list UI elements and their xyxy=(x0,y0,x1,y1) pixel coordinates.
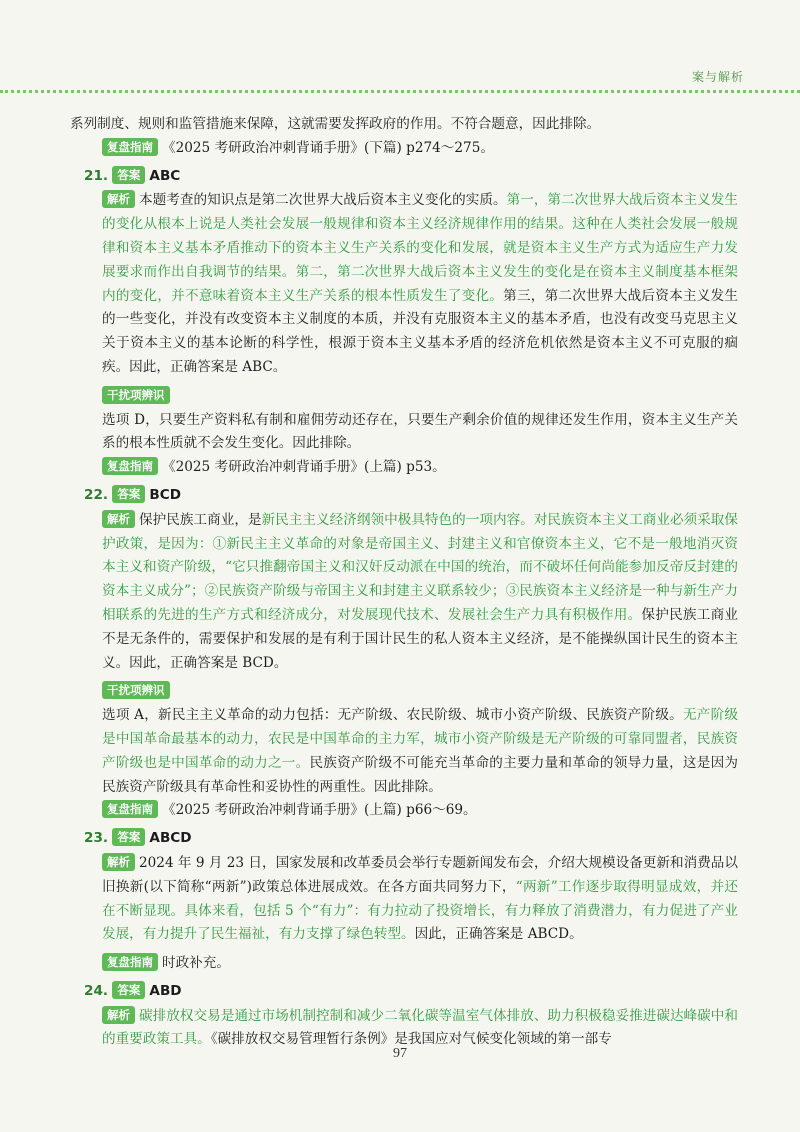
question-22-distractor-header xyxy=(70,680,738,704)
analysis-highlight: 第一，第二次世界大战后资本主义发生的变化从根本上说是人类社会发展一般规律和资本主义经济规律作用的结果。这种在人类社会发展一般规律和资本主义基本矛盾推动下的资本主义生产关系的变化和发展，就是资本主义生产方式为适应生产力发展要求而作出自我调节的结果。第二，第二次世界大战后资本主义发生的变化是在资本主义制度基本框架内的变化，并不意味着资本主义生产关系的根本性质发生了变化。 xyxy=(102,192,739,304)
distractor-tag: 干扰项辨识 xyxy=(102,681,170,699)
analysis-tag: 解析 xyxy=(102,1006,135,1024)
question-number: 24. xyxy=(84,982,109,999)
question-24-header xyxy=(70,980,738,1004)
analysis-text: 2024 年 9 月 23 日，国家发展和改革委员会举行专题新闻发布会，介绍大规模设备更新和消费品以旧换新(以下简称“两新”)政策总体进展成效。在各方面共同努力下， xyxy=(102,854,738,895)
analysis-tag: 解析 xyxy=(102,853,135,871)
review-guide-23 xyxy=(70,952,738,976)
intro-paragraph: 系列制度、规则和监管措施来保障，这就需要发挥政府的作用。不符合题意，因此排除。 xyxy=(70,116,601,132)
question-21-analysis xyxy=(70,189,738,379)
review-guide-text: 《2025 考研政治冲刺背诵手册》(下篇) p274～275。 xyxy=(162,139,494,156)
answer-value: ABD xyxy=(149,982,182,999)
question-22-header xyxy=(70,484,738,508)
question-21-header xyxy=(70,165,738,189)
analysis-text: 《碳排放权交易管理暂行条例》是我国应对气候变化领域的第一部专 xyxy=(210,1031,612,1048)
question-23-header xyxy=(70,827,738,851)
distractor-tag: 干扰项辨识 xyxy=(102,386,170,404)
analysis-tag: 解析 xyxy=(102,510,135,528)
answer-tag: 答案 xyxy=(112,828,145,846)
question-number: 23. xyxy=(84,830,109,847)
question-number: 21. xyxy=(84,167,109,184)
review-guide-22 xyxy=(70,799,738,823)
review-guide-21 xyxy=(70,456,738,480)
answer-value: ABC xyxy=(149,167,181,184)
review-guide-text: 时政补充。 xyxy=(162,955,230,972)
distractor-text: 民族资产阶级不可能充当革命的主要力量和革命的领导力量，这是因为民族资产阶级具有革命性和妥协性的两重性。因此排除。 xyxy=(102,754,738,795)
analysis-tag: 解析 xyxy=(102,190,135,208)
analysis-text: 本题考查的知识点是第二次世界大战后资本主义变化的实质。 xyxy=(139,192,507,209)
analysis-text: 因此，正确答案是 ABCD。 xyxy=(414,926,583,943)
question-21-distractor: 选项 D，只要生产资料私有制和雇佣劳动还存在，只要生产剩余价值的规律还发生作用，资本主义生产关系的根本性质就不会发生变化。因此排除。 xyxy=(102,411,738,452)
analysis-highlight: “两新”工作逐步取得明显成效，并还在不断显现。具体来看，包括 5 个“有力”：有力拉动了投资增长，有力释放了消费潜力，有力促进了产业发展，有力提升了民生福祉，有力支撑了绿色转型。 xyxy=(102,878,738,943)
question-21-distractor-header xyxy=(70,385,738,409)
distractor-highlight: 无产阶级是中国革命最基本的动力，农民是中国革命的主力军，城市小资产阶级是无产阶级的可靠同盟者，民族资产阶级也是中国革命的动力之一。 xyxy=(102,707,739,771)
review-guide-tag: 复盘指南 xyxy=(102,953,158,971)
analysis-highlight: 碳排放权交易是通过市场机制控制和减少二氧化碳等温室气体排放、助力积极稳妥推进碳达峰碳中和的重要政策工具。 xyxy=(102,1007,738,1048)
review-guide-tag: 复盘指南 xyxy=(102,457,158,475)
analysis-text: 保护民族工商业，是 xyxy=(139,511,262,528)
question-number: 22. xyxy=(84,486,109,503)
review-guide-0 xyxy=(70,137,738,161)
review-guide-text: 《2025 考研政治冲刺背诵手册》(上篇) p66～69。 xyxy=(162,802,477,819)
distractor-text: 选项 A，新民主主义革命的动力包括：无产阶级、农民阶级、城市小资产阶级、民族资产阶级。 xyxy=(102,707,683,724)
question-22-distractor xyxy=(70,704,738,799)
review-guide-tag: 复盘指南 xyxy=(102,138,158,156)
analysis-text: 保护民族工商业不是无条件的，需要保护和发展的是有利于国计民生的私人资本主义经济，是不能操纵国计民生的资本主义。因此，正确答案是 BCD。 xyxy=(102,606,739,671)
question-23-analysis xyxy=(70,852,738,947)
review-guide-text: 《2025 考研政治冲刺背诵手册》(上篇) p53。 xyxy=(162,459,446,476)
answer-value: BCD xyxy=(149,486,182,503)
page-number: 97 xyxy=(393,1046,407,1061)
answer-tag: 答案 xyxy=(112,166,145,184)
answer-value: ABCD xyxy=(149,830,192,847)
answer-tag: 答案 xyxy=(112,981,145,999)
header-section-tag: 案与解析 xyxy=(691,70,744,84)
analysis-highlight: 新民主主义经济纲领中极具特色的一项内容。对民族资本主义工商业必须采取保护政策，是因为：①新民主主义革命的对象是帝国主义、封建主义和官僚资本主义，它不是一般地消灭资本主义和资产阶级，“它只推翻帝国主义和汉奸反动派在中国的统治，而不破坏任何尚能参加反帝反封建的资本主义成分”；②民族资产阶级与帝国主义和封建主义联系较少；③民族资本主义经济是一种与新生产力相联系的先进的生产方式和经济成分，对发展现代技术、发展社会生产力具有积极作用。 xyxy=(102,511,739,623)
page-content xyxy=(70,113,738,1052)
analysis-text: 第三，第二次世界大战后资本主义发生的一些变化，并没有改变资本主义制度的本质，并没有克服资本主义的基本矛盾，也没有改变马克思主义关于资本主义的基本论断的科学性，根源于资本主义基本矛盾的经济危机依然是资本主义不可克服的痼疾。因此，正确答案是 ABC。 xyxy=(102,287,739,375)
question-22-analysis xyxy=(70,509,738,676)
answer-tag: 答案 xyxy=(112,485,145,503)
header-dotted-rule xyxy=(0,90,800,93)
review-guide-tag: 复盘指南 xyxy=(102,800,158,818)
